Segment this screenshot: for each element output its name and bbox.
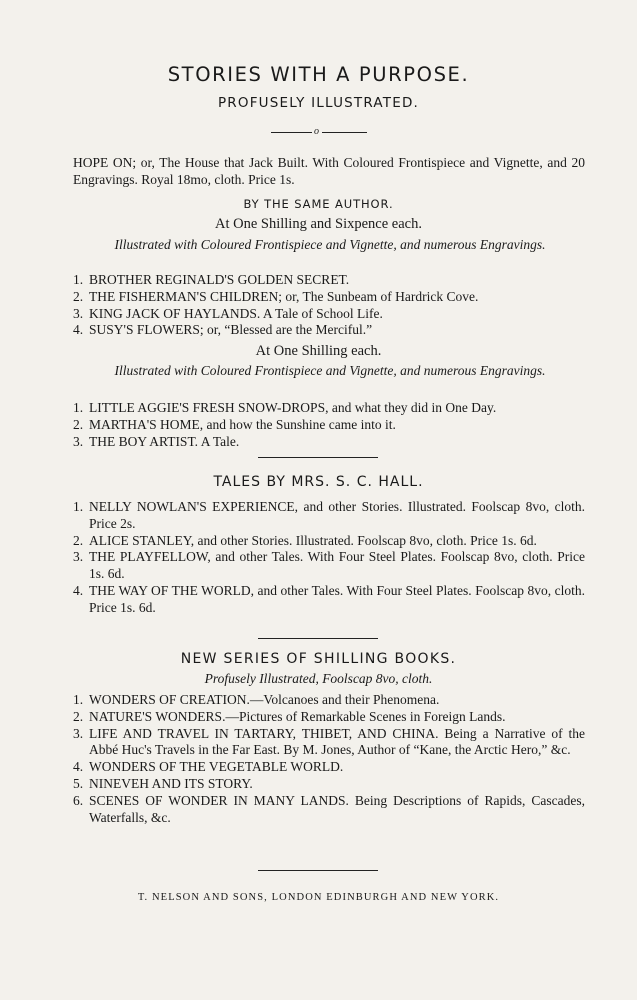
illustrated-note-1: Illustrated with Coloured Frontispiece and Vignette, and numerous Engravings.: [114, 237, 546, 252]
list-item: 6. SCENES OF WONDER IN MANY LANDS. Being Descriptions of Rapids, Cascades, Waterfalls, &c.: [73, 792, 586, 825]
list-item: 5. NINEVEH AND ITS STORY.: [73, 775, 253, 791]
same-author-heading: BY THE SAME AUTHOR.: [243, 197, 394, 211]
page-subtitle: PROFUSELY ILLUSTRATED.: [217, 95, 420, 111]
hope-on-entry: [73, 155, 585, 189]
list-item: 2. MARTHA'S HOME, and how the Sunshine came into it.: [73, 416, 396, 432]
hope-on-text: ; or, The House that Jack Built. With Coloured Frontispiece and Vignette, and 20 Engravings. Royal 18mo, cloth. Price 1s.: [73, 155, 585, 187]
section-divider: [258, 870, 378, 871]
same-author-list-2: [73, 400, 585, 450]
divider-rule-right: [322, 132, 367, 133]
list-item: 1. BROTHER REGINALD'S GOLDEN SECRET.: [73, 272, 350, 287]
divider-mark: o: [314, 126, 319, 137]
list-item: 3. THE BOY ARTIST. A Tale.: [73, 433, 240, 449]
hall-list: [73, 499, 585, 617]
shilling-books-list: [73, 692, 585, 826]
list-item: 4. WONDERS OF THE VEGETABLE WORLD.: [73, 759, 344, 775]
same-author-list-1: [73, 272, 585, 339]
list-item: 1. LITTLE AGGIE'S FRESH SNOW-DROPS, and what they did in One Day.: [73, 400, 497, 415]
shilling-books-heading: NEW SERIES OF SHILLING BOOKS.: [180, 651, 457, 667]
list-item: 1. WONDERS OF CREATION.—Volcanoes and their Phenomena.: [73, 692, 440, 707]
list-item: 3. KING JACK OF HAYLANDS. A Tale of School Life.: [73, 305, 383, 321]
page-title: STORIES WITH A PURPOSE.: [167, 63, 470, 86]
list-item: 4. THE WAY OF THE WORLD, and other Tales. With Four Steel Plates. Foolscap 8vo, cloth. Price 1s. 6d.: [73, 582, 585, 615]
hope-on-title: HOPE ON: [73, 155, 133, 170]
list-item: 1. NELLY NOWLAN'S EXPERIENCE, and other Stories. Illustrated. Foolscap 8vo, cloth. Price 2s.: [73, 499, 586, 531]
hall-heading: TALES BY MRS. S. C. HALL.: [213, 474, 424, 490]
list-item: 3. LIFE AND TRAVEL IN TARTARY, THIBET, AND CHINA. Being a Narrative of the Abbé Huc's Travels in the Far East. By M. Jones, Author of “Kane, the Arctic Hero,” &c.: [73, 725, 585, 758]
list-item: 3. THE PLAYFELLOW, and other Tales. With Four Steel Plates. Foolscap 8vo, cloth. Price 1s. 6d.: [73, 549, 585, 582]
price-heading-one-six: At One Shilling and Sixpence each.: [215, 216, 422, 232]
shilling-books-subheading: Profusely Illustrated, Foolscap 8vo, cloth.: [204, 671, 433, 686]
illustrated-note-2: Illustrated with Coloured Frontispiece and Vignette, and numerous Engravings.: [114, 363, 546, 378]
publisher-imprint: T. NELSON AND SONS, LONDON EDINBURGH AND NEW YORK.: [137, 892, 500, 903]
list-item: 2. THE FISHERMAN'S CHILDREN; or, The Sunbeam of Hardrick Cove.: [73, 288, 479, 304]
list-item: 2. ALICE STANLEY, and other Stories. Illustrated. Foolscap 8vo, cloth. Price 1s. 6d.: [73, 532, 537, 548]
price-heading-one: At One Shilling each.: [255, 343, 382, 359]
list-item: 4. SUSY'S FLOWERS; or, “Blessed are the Merciful.”: [73, 322, 373, 338]
section-divider: [258, 457, 378, 458]
divider-rule-left: [271, 132, 312, 133]
section-divider: [258, 638, 378, 639]
list-item: 2. NATURE'S WONDERS.—Pictures of Remarkable Scenes in Foreign Lands.: [73, 708, 506, 724]
